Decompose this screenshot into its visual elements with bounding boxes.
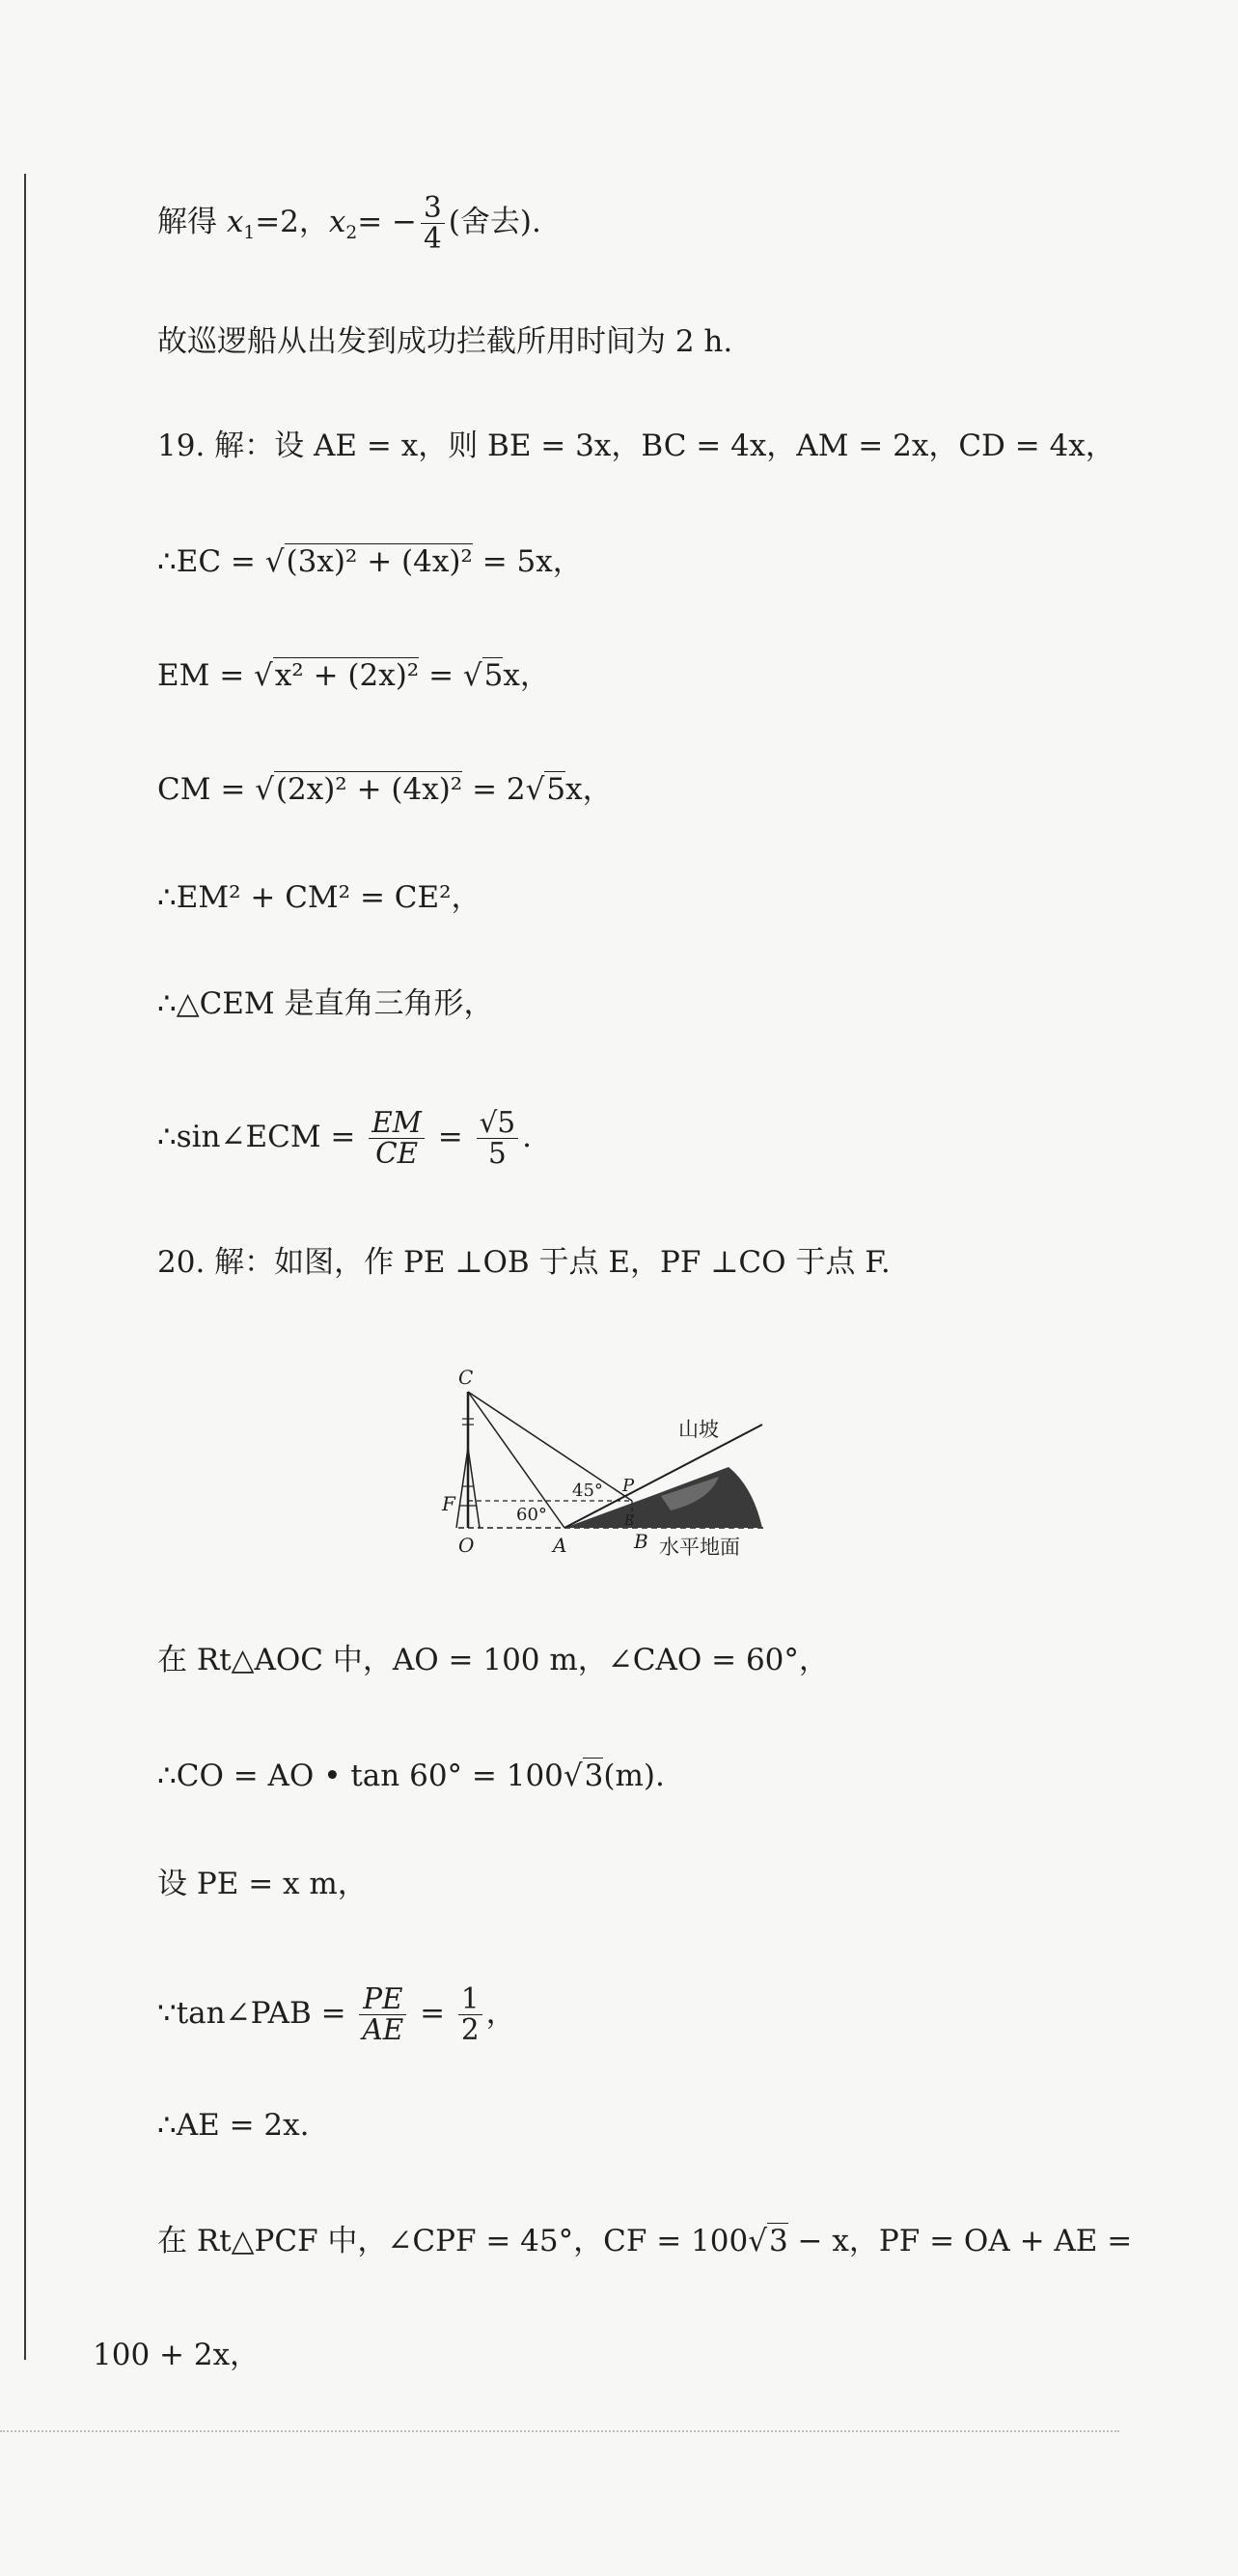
line-rt-aoc: 在 Rt△AOC 中，AO = 100 m，∠CAO = 60°， (157, 1643, 829, 1677)
line-problem-19: 19. 解：设 AE = x，则 BE = 3x，BC = 4x，AM = 2x，CD = 4x， (157, 429, 1115, 463)
line-em: EM = √x² + (2x)² = √5x， (157, 658, 550, 693)
label-a: A (553, 1534, 567, 1557)
label-60deg: 60° (516, 1505, 547, 1525)
label-p: P (622, 1476, 635, 1496)
label-e: E (624, 1513, 635, 1529)
line-rt-pcf: 在 Rt△PCF 中，∠CPF = 45°，CF = 100√3 − x，PF = OA + AE = (157, 2224, 1133, 2258)
line-sin-ecm: ∴sin∠ECM = $\frac{EM}{CE}$ = $\frac{√5}{5}$ . (157, 1106, 532, 1170)
label-ground: 水平地面 (659, 1536, 740, 1559)
label-slope: 山坡 (678, 1418, 719, 1441)
line-cp (468, 1392, 632, 1501)
fraction-pe-ae: $\frac{PE}{AE}$ (359, 1984, 406, 2045)
line-tan-pab: ∵tan∠PAB = $\frac{PE}{AE}$ = $\frac{1}{2}$ ， (157, 1982, 516, 2046)
line-co: ∴CO = AO • tan 60° = 100√3(m). (157, 1759, 665, 1793)
label-b: B (634, 1530, 648, 1553)
line-problem-20: 20. 解：如图，作 PE ⊥OB 于点 E，PF ⊥CO 于点 F. (157, 1245, 891, 1280)
geometry-figure (429, 1342, 796, 1573)
margin-rule (24, 174, 26, 2360)
label-f: F (442, 1492, 455, 1515)
fraction-root5-5: $\frac{√5}{5}$ (477, 1108, 519, 1169)
line-solution-roots: 解得 $x_1=2$，$x_2=$ − $\frac{3}{4}$ (舍去). (157, 191, 541, 255)
label-o: O (458, 1534, 475, 1557)
line-set-pe: 设 PE = x m， (157, 1867, 368, 1901)
tower-leg-left (456, 1448, 468, 1528)
footer-dotted-divider (0, 2430, 1119, 2432)
line-ae: ∴AE = 2x. (157, 2108, 310, 2143)
line-pf-value: 100 + 2x， (93, 2338, 261, 2372)
line-cm: CM = √(2x)² + (4x)² = 2√5x， (157, 772, 613, 807)
label-45deg: 45° (572, 1481, 603, 1501)
tower-slope-diagram (429, 1342, 796, 1573)
fraction-em-ce: $\frac{EM}{CE}$ (369, 1108, 425, 1169)
line-right-triangle: ∴△CEM 是直角三角形， (157, 986, 494, 1021)
tower-leg-right (468, 1448, 480, 1528)
line-pythagoras: ∴EM² + CM² = CE²， (157, 880, 481, 915)
line-conclusion-time: 故巡逻船从出发到成功拦截所用时间为 2 h. (157, 324, 733, 359)
fraction-three-quarters: $\frac{3}{4}$ (421, 193, 445, 254)
fraction-one-half: $\frac{1}{2}$ (458, 1984, 482, 2045)
label-c: C (458, 1366, 474, 1389)
line-ec: ∴EC = √(3x)² + (4x)² = 5x， (157, 544, 583, 579)
